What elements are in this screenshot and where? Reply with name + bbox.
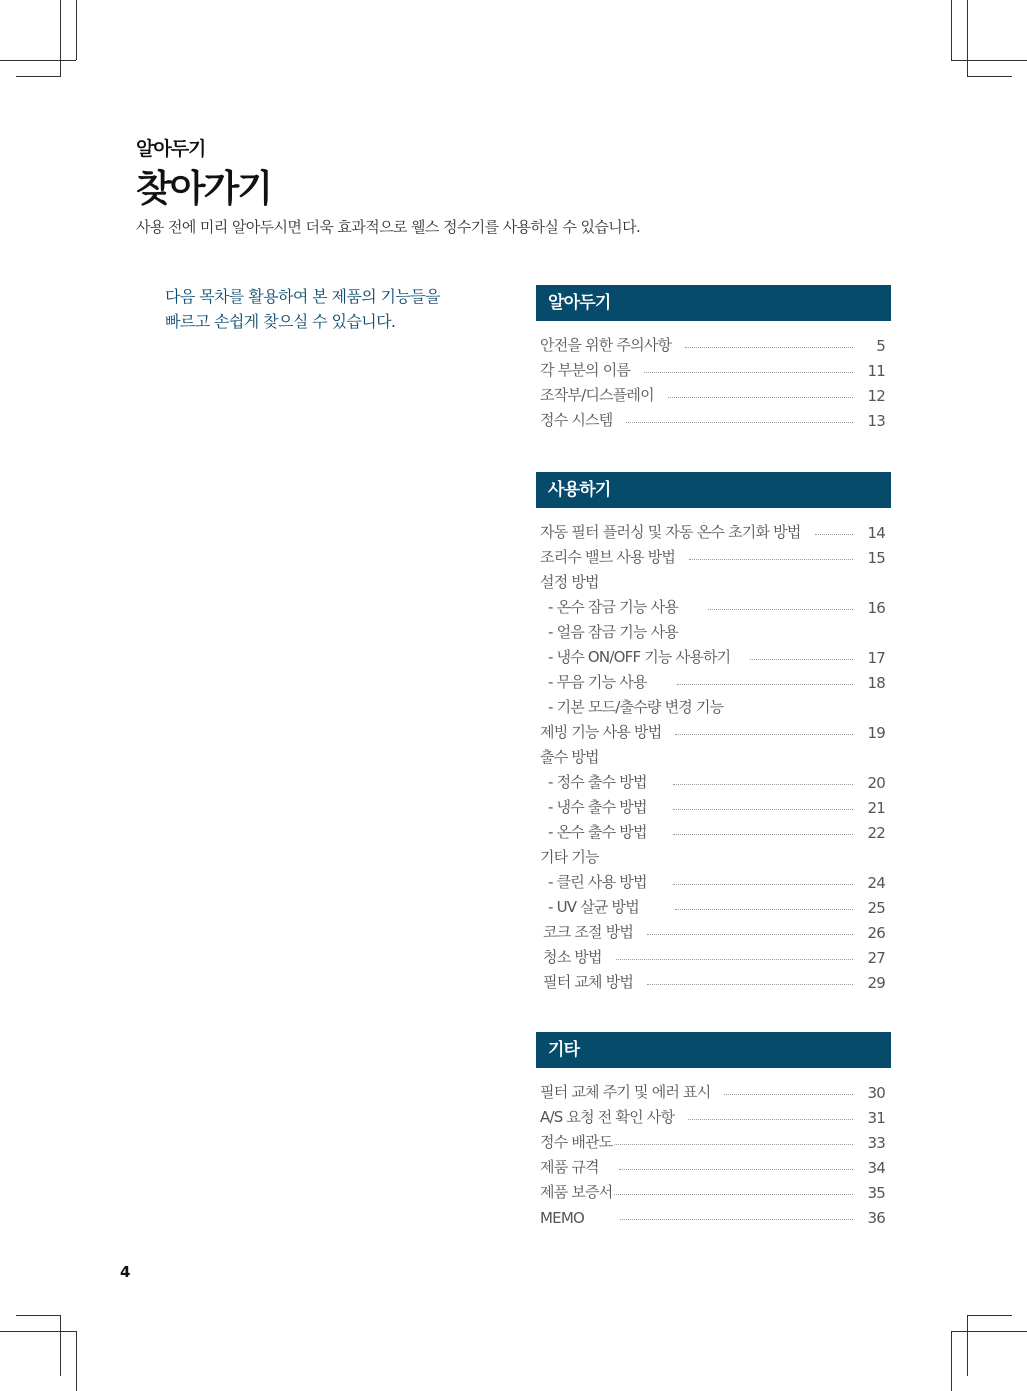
toc-label: 각 부분의 이름 <box>540 361 631 379</box>
crop-mark <box>60 0 61 76</box>
toc-page: 29 <box>867 974 885 992</box>
toc-page: 35 <box>867 1184 885 1202</box>
leader-dots <box>647 933 853 935</box>
crop-mark <box>76 0 77 60</box>
toc-label: 기타 기능 <box>540 848 599 866</box>
toc-label: 안전을 위한 주의사항 <box>540 336 672 354</box>
toc-entry[interactable] <box>540 355 891 380</box>
toc-page: 26 <box>867 924 885 942</box>
toc-page: 25 <box>867 899 885 917</box>
toc-entry[interactable] <box>540 542 891 567</box>
page-subtitle: 사용 전에 미리 알아두시면 더욱 효과적으로 웰스 정수기를 사용하실 수 있습니다. <box>136 218 641 236</box>
leader-dots <box>673 808 853 810</box>
toc-page: 30 <box>867 1084 885 1102</box>
toc-entry[interactable] <box>540 1102 891 1127</box>
crop-mark <box>951 0 952 60</box>
toc-label: - 냉수 ON/OFF 기능 사용하기 <box>548 648 731 666</box>
toc-page: 36 <box>867 1209 885 1227</box>
leader-dots <box>644 371 853 373</box>
toc-label: 조리수 밸브 사용 방법 <box>540 548 676 566</box>
toc-entry[interactable] <box>540 1152 891 1177</box>
toc-entry[interactable] <box>540 642 891 667</box>
toc-label: 필터 교체 방법 <box>543 973 634 991</box>
toc-page: 21 <box>867 799 885 817</box>
crop-mark <box>76 1331 77 1391</box>
section-header: 기타 <box>536 1032 891 1068</box>
toc-page: 16 <box>867 599 885 617</box>
crop-mark <box>951 1331 1027 1332</box>
toc-label: 자동 필터 플러싱 및 자동 온수 초기화 방법 <box>540 523 801 541</box>
crop-mark <box>951 60 1027 61</box>
toc-entry[interactable] <box>540 717 891 742</box>
toc-page: 14 <box>867 524 885 542</box>
leader-dots <box>815 533 853 535</box>
intro-text <box>165 284 440 334</box>
page-number: 4 <box>120 1263 131 1281</box>
toc-page: 33 <box>867 1134 885 1152</box>
crop-mark <box>967 76 1012 77</box>
toc-label: MEMO <box>540 1209 584 1227</box>
toc-entry[interactable] <box>540 967 891 992</box>
toc-label: - 무음 기능 사용 <box>548 673 647 691</box>
toc-entry[interactable] <box>540 1077 891 1102</box>
toc-page: 17 <box>867 649 885 667</box>
toc-page: 22 <box>867 824 885 842</box>
crop-mark <box>60 1315 61 1376</box>
toc-entry[interactable] <box>540 330 891 355</box>
toc-label: 필터 교체 주기 및 에러 표시 <box>540 1083 711 1101</box>
toc-label: - 온수 잠금 기능 사용 <box>548 598 679 616</box>
leader-dots <box>724 1093 853 1095</box>
crop-mark <box>16 76 61 77</box>
toc-entry[interactable] <box>540 867 891 892</box>
leader-dots <box>675 908 853 910</box>
toc-label: 코크 조절 방법 <box>543 923 634 941</box>
leader-dots <box>750 658 853 660</box>
toc-entry[interactable] <box>540 692 891 717</box>
toc-entry[interactable] <box>540 917 891 942</box>
toc-entry[interactable] <box>540 742 891 767</box>
toc-label: - 클린 사용 방법 <box>548 873 647 891</box>
toc-entry[interactable] <box>540 842 891 867</box>
crop-mark <box>967 0 968 76</box>
toc-list <box>536 517 891 992</box>
toc-entry[interactable] <box>540 792 891 817</box>
leader-dots <box>675 733 853 735</box>
toc-entry[interactable] <box>540 380 891 405</box>
toc-list <box>536 330 891 430</box>
toc-label: 제품 보증서 <box>540 1183 613 1201</box>
toc-entry[interactable] <box>540 667 891 692</box>
toc-page: 5 <box>876 337 885 355</box>
toc-label: 정수 시스템 <box>540 411 613 429</box>
toc-label: - 정수 출수 방법 <box>548 773 647 791</box>
toc-page: 13 <box>867 412 885 430</box>
toc-label: 정수 배관도 <box>540 1133 613 1151</box>
leader-dots <box>620 1218 853 1220</box>
toc-entry[interactable] <box>540 892 891 917</box>
leader-dots <box>689 558 853 560</box>
leader-dots <box>708 608 853 610</box>
crop-mark <box>967 1315 1012 1316</box>
leader-dots <box>677 683 853 685</box>
page-title: 찾아가기 <box>136 167 271 210</box>
leader-dots <box>619 1168 853 1170</box>
toc-list <box>536 1077 891 1227</box>
leader-dots <box>668 396 853 398</box>
toc-label: 제품 규격 <box>540 1158 599 1176</box>
leader-dots <box>673 883 853 885</box>
toc-label: - UV 살균 방법 <box>548 898 639 916</box>
leader-dots <box>647 983 853 985</box>
leader-dots <box>616 958 853 960</box>
toc-entry[interactable] <box>540 942 891 967</box>
toc-label: 출수 방법 <box>540 748 599 766</box>
toc-page: 18 <box>867 674 885 692</box>
toc-entry[interactable] <box>540 817 891 842</box>
toc-entry[interactable] <box>540 567 891 592</box>
toc-entry[interactable] <box>540 517 891 542</box>
toc-entry[interactable] <box>540 592 891 617</box>
toc-section-basics <box>536 285 891 430</box>
leader-dots <box>688 1118 853 1120</box>
toc-page: 19 <box>867 724 885 742</box>
toc-label: - 냉수 출수 방법 <box>548 798 647 816</box>
toc-entry[interactable] <box>540 405 891 430</box>
leader-dots <box>685 346 853 348</box>
toc-entry[interactable] <box>540 1127 891 1152</box>
toc-entry[interactable] <box>540 617 891 642</box>
toc-section-other <box>536 1032 891 1227</box>
toc-label: 조작부/디스플레이 <box>540 386 654 404</box>
toc-entry[interactable] <box>540 767 891 792</box>
crop-mark <box>951 1331 952 1391</box>
intro-line: 다음 목차를 활용하여 본 제품의 기능들을 <box>165 287 440 306</box>
toc-label: - 기본 모드/출수량 변경 기능 <box>548 698 724 716</box>
toc-page: 31 <box>867 1109 885 1127</box>
toc-page: 11 <box>867 362 885 380</box>
leader-dots <box>673 783 853 785</box>
leader-dots <box>614 1143 853 1145</box>
toc-page: 24 <box>867 874 885 892</box>
toc-label: 설정 방법 <box>540 573 599 591</box>
leader-dots <box>626 421 853 423</box>
crop-mark <box>16 1315 61 1316</box>
crop-mark <box>0 60 76 61</box>
crop-mark <box>0 1331 76 1332</box>
toc-page: 27 <box>867 949 885 967</box>
toc-entry[interactable] <box>540 1202 891 1227</box>
toc-label: A/S 요청 전 확인 사항 <box>540 1108 675 1126</box>
toc-label: 제빙 기능 사용 방법 <box>540 723 662 741</box>
section-header: 사용하기 <box>536 472 891 508</box>
toc-page: 34 <box>867 1159 885 1177</box>
toc-page: 20 <box>867 774 885 792</box>
toc-label: - 얼음 잠금 기능 사용 <box>548 623 679 641</box>
page-kicker: 알아두기 <box>136 138 206 160</box>
section-header: 알아두기 <box>536 285 891 321</box>
toc-entry[interactable] <box>540 1177 891 1202</box>
leader-dots <box>673 833 853 835</box>
toc-page: 12 <box>867 387 885 405</box>
toc-section-usage <box>536 472 891 992</box>
toc-page: 15 <box>867 549 885 567</box>
toc-label: - 온수 출수 방법 <box>548 823 647 841</box>
toc-label: 청소 방법 <box>543 948 602 966</box>
intro-line: 빠르고 손쉽게 찾으실 수 있습니다. <box>165 312 396 331</box>
crop-mark <box>967 1315 968 1376</box>
leader-dots <box>614 1193 853 1195</box>
